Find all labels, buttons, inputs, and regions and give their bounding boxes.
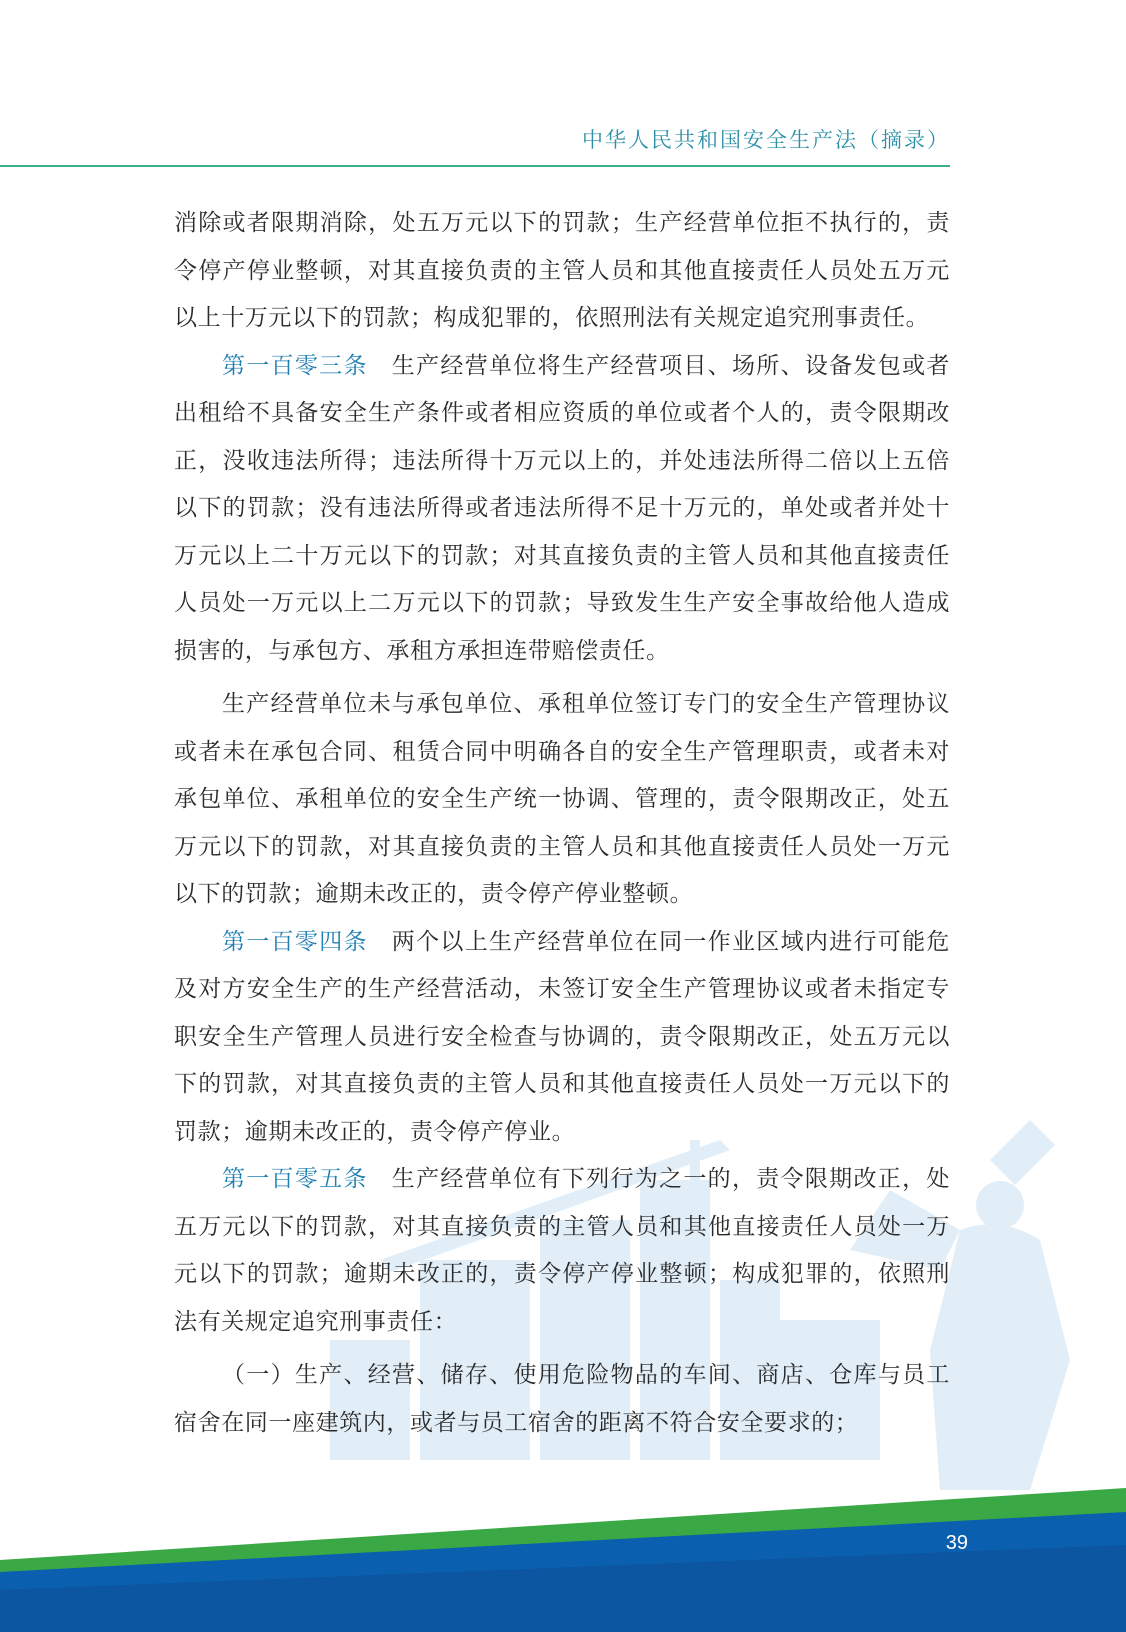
article-number: 第一百零三条 [222,352,368,379]
paragraph: 生产经营单位未与承包单位、承租单位签订专门的安全生产管理协议或者未在承包合同、租赁合同中明确各自的安全生产管理职责，或者未对承包单位、承租单位的安全生产统一协调、管理的，责令限期改正，处五万元以下的罚款，对其直接负责的主管人员和其他直接责任人员处一万元以下的罚款；逾期未改正的，责令停产停业整顿。 [174,691,950,907]
article-text: 生产经营单位有下列行为之一的，责令限期改正，处五万元以下的罚款，对其直接负责的主管人员和其他直接责任人员处一万元以下的罚款；逾期未改正的，责令停产停业整顿；构成犯罪的，依照刑法有关规定追究刑事责任： [174,1166,950,1335]
article-text: 生产经营单位将生产经营项目、场所、设备发包或者出租给不具备安全生产条件或者相应资质的单位或者个人的，责令限期改正，没收违法所得；违法所得十万元以上的，并处违法所得二倍以上五倍以下的罚款；没有违法所得或者违法所得不足十万元的，单处或者并处十万元以上二十万元以下的罚款；对其直接负责的主管人员和其他直接责任人员处一万元以上二万元以下的罚款；导致发生生产安全事故给他人造成损害的，与承包方、承租方承担连带赔偿责任。 [174,352,950,664]
article-number: 第一百零五条 [222,1166,368,1192]
article-text: 两个以上生产经营单位在同一作业区域内进行可能危及对方安全生产的生产经营活动，未签订安全生产管理协议或者未指定专职安全生产管理人员进行安全检查与协调的，责令限期改正，处五万元以下的罚款，对其直接负责的主管人员和其他直接责任人员处一万元以下的罚款；逾期未改正的，责令停产停业。 [174,928,950,1145]
list-item: （一）生产、经营、储存、使用危险物品的车间、商店、仓库与员工宿舍在同一座建筑内，或者与员工宿舍的距离不符合安全要求的； [174,1362,950,1436]
paragraph-continuation: 消除或者限期消除，处五万元以下的罚款；生产经营单位拒不执行的，责令停产停业整顿，对其直接负责的主管人员和其他直接责任人员处五万元以上十万元以下的罚款；构成犯罪的，依照刑法有关规定追究刑事责任。 [174,210,950,331]
running-header-title: 中华人民共和国安全生产法（摘录） [582,128,950,152]
article-number: 第一百零四条 [222,928,368,955]
page-number: 39 [945,1532,968,1554]
